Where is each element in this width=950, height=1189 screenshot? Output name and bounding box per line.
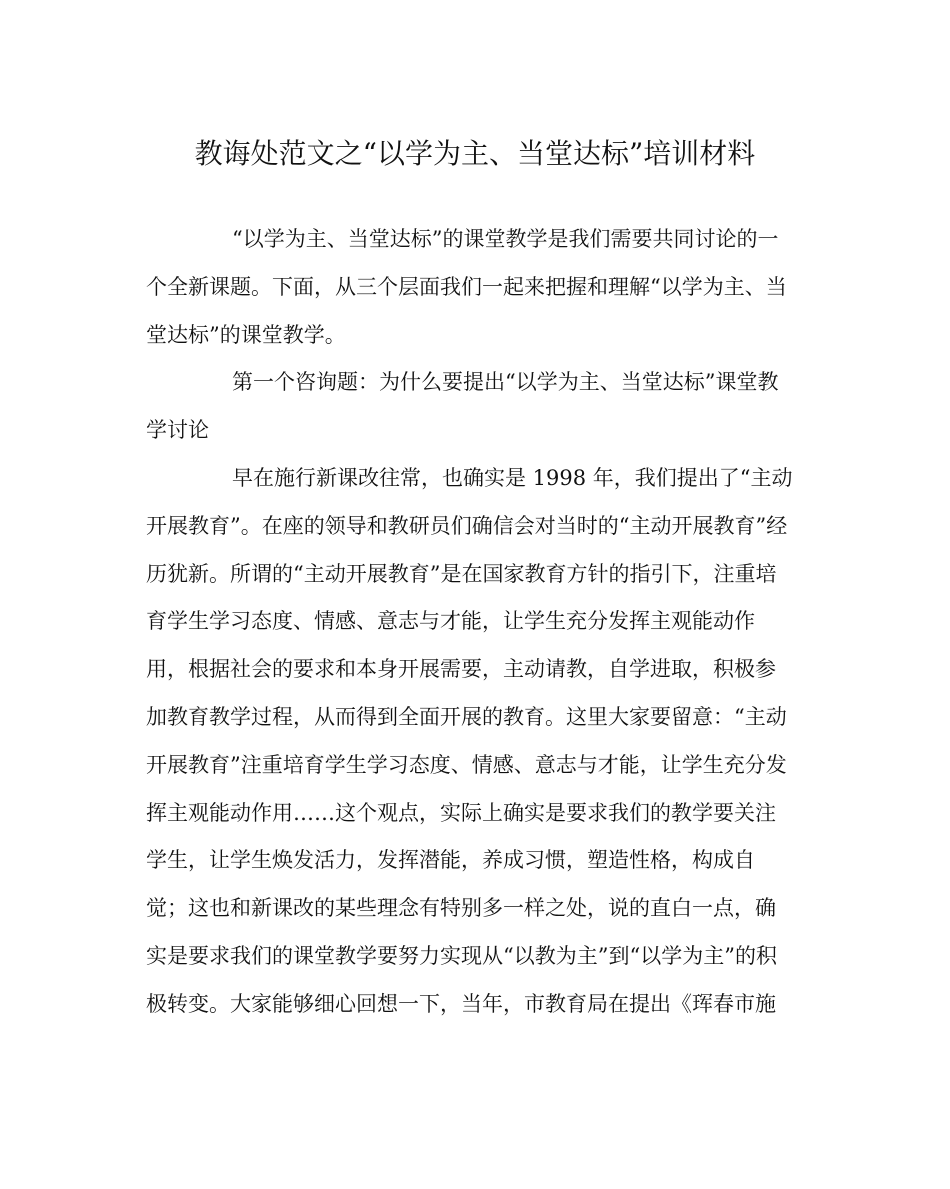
paragraph-intro <box>146 226 806 369</box>
paragraph-line: 历犹新。所谓的“主动开展教育”是在国家教育方针的指引下，注重培 <box>146 561 777 586</box>
document-title: 教诲处范文之“以学为主、当堂达标”培训材料 <box>194 137 756 170</box>
paragraph-line: 实是要求我们的课堂教学要努力实现从“以教为主”到“以学为主”的积 <box>146 943 777 968</box>
paragraph-line: 极转变。大家能够细心回想一下，当年，市教育局在提出《珲春市施 <box>146 991 776 1016</box>
paragraph-line: 个全新课题。下面，从三个层面我们一起来把握和理解“以学为主、当 <box>146 274 787 299</box>
paragraph-line: 堂达标”的课堂教学。 <box>146 322 346 347</box>
paragraph-line: 觉；这也和新课改的某些理念有特别多一样之处，说的直白一点，确 <box>146 896 776 921</box>
document-body <box>146 226 806 1039</box>
paragraph-line: 育学生学习态度、情感、意志与才能，让学生充分发挥主观能动作 <box>146 609 755 634</box>
paragraph-line: 开展教育”注重培育学生学习态度、情感、意志与才能，让学生充分发 <box>146 752 787 777</box>
paragraph-line: 早在施行新课改往常，也确实是 1998 年，我们提出了“主动 <box>232 465 793 490</box>
paragraph-line: 加教育教学过程，从而得到全面开展的教育。这里大家要留意：“主动 <box>146 704 787 729</box>
paragraph-line: 开展教育”。在座的领导和教研员们确信会对当时的“主动开展教育”经 <box>146 513 788 538</box>
paragraph-line: “以学为主、当堂达标”的课堂教学是我们需要共同讨论的一 <box>232 227 779 251</box>
paragraph-history <box>146 465 806 1039</box>
paragraph-line: 学讨论 <box>146 418 209 443</box>
paragraph-line: 挥主观能动作用……这个观点，实际上确实是要求我们的教学要关注 <box>146 800 776 825</box>
paragraph-line: 学生，让学生焕发活力，发挥潜能，养成习惯，塑造性格，构成自 <box>146 848 755 873</box>
paragraph-question-heading <box>146 369 806 465</box>
paragraph-line: 用，根据社会的要求和本身开展需要，主动请教，自学进取，积极参 <box>146 657 776 682</box>
paragraph-line: 第一个咨询题：为什么要提出“以学为主、当堂达标”课堂教 <box>232 370 779 395</box>
